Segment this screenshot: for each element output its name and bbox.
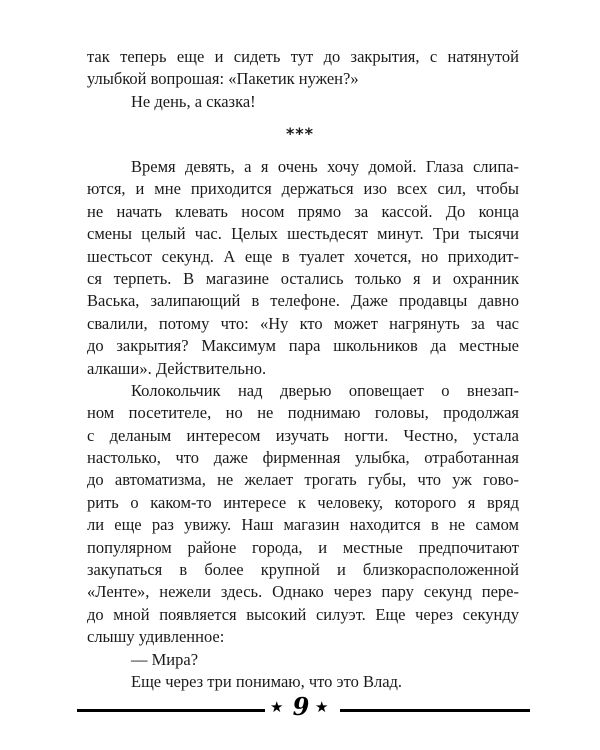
text-line: ном посетителе, но не поднимаю головы, продолжая bbox=[87, 403, 519, 423]
section-separator: *** bbox=[285, 124, 315, 143]
text-line: Не день, а сказка! bbox=[131, 91, 256, 111]
dialogue-line: — Мира? bbox=[131, 649, 199, 669]
text-line: ются, и мне приходится держаться изо всех сил, чтобы bbox=[87, 179, 519, 199]
text-line: Васька, залипающий в телефоне. Даже продавцы давно bbox=[87, 291, 519, 311]
paragraph-continuation bbox=[87, 46, 519, 113]
text-line: Еще через три понимаю, что это Влад. bbox=[131, 671, 403, 691]
page-number: 9 bbox=[292, 692, 310, 721]
text-line: алкаши». Действительно. bbox=[87, 358, 267, 378]
footer-rule-right bbox=[340, 709, 530, 712]
chapter-body bbox=[87, 156, 519, 693]
text-line: улыбкой вопрошая: «Пакетик нужен?» bbox=[87, 69, 359, 89]
text-line: настолько, что даже фирменная улыбка, отработанная bbox=[87, 448, 519, 468]
text-line: Колокольчик над дверью оповещает о внезап- bbox=[131, 380, 519, 400]
text-line: до автоматизма, не желает трогать губы, что уж гово- bbox=[87, 470, 519, 490]
text-line: Время девять, а я очень хочу домой. Глаза слипа- bbox=[131, 157, 519, 176]
text-line: ся терпеть. В магазине остались только я и охранник bbox=[87, 268, 519, 288]
text-line: слышу удивленное: bbox=[87, 627, 225, 647]
text-line: «Ленте», нежели здесь. Однако через пару секунд пере- bbox=[87, 582, 519, 602]
page-footer bbox=[0, 690, 600, 730]
text-line: популярном районе города, и местные предпочитают bbox=[87, 537, 519, 557]
footer-rule-left bbox=[77, 709, 265, 712]
text-line: закупаться в более крупной и близкорасположенной bbox=[87, 560, 519, 580]
text-line: не начать клевать носом прямо за кассой. До конца bbox=[87, 201, 519, 221]
text-line: свалили, потому что: «Ну кто может нагрянуть за час bbox=[87, 313, 519, 333]
star-icon: ★ bbox=[270, 698, 284, 716]
text-line: с деланым интересом изучать ногти. Честно, устала bbox=[87, 425, 519, 445]
text-line: смены целый час. Целых шестьдесят минут. Три тысячи bbox=[87, 224, 519, 244]
text-line: рить о каком-то интересе к человеку, которого я вряд bbox=[87, 492, 519, 512]
text-line: до закрытия? Максимум пара школьников да местные bbox=[87, 336, 519, 356]
text-line: так теперь еще и сидеть тут до закрытия, с натянутой bbox=[87, 47, 519, 66]
text-line: ли еще раз увижу. Наш магазин находится в не самом bbox=[87, 515, 519, 535]
text-line: шестьсот секунд. А еще в туалет хочется, но приходит- bbox=[87, 246, 519, 266]
text-line: до мной появляется высокий силуэт. Еще через секунду bbox=[87, 604, 519, 624]
star-icon: ★ bbox=[315, 698, 329, 716]
